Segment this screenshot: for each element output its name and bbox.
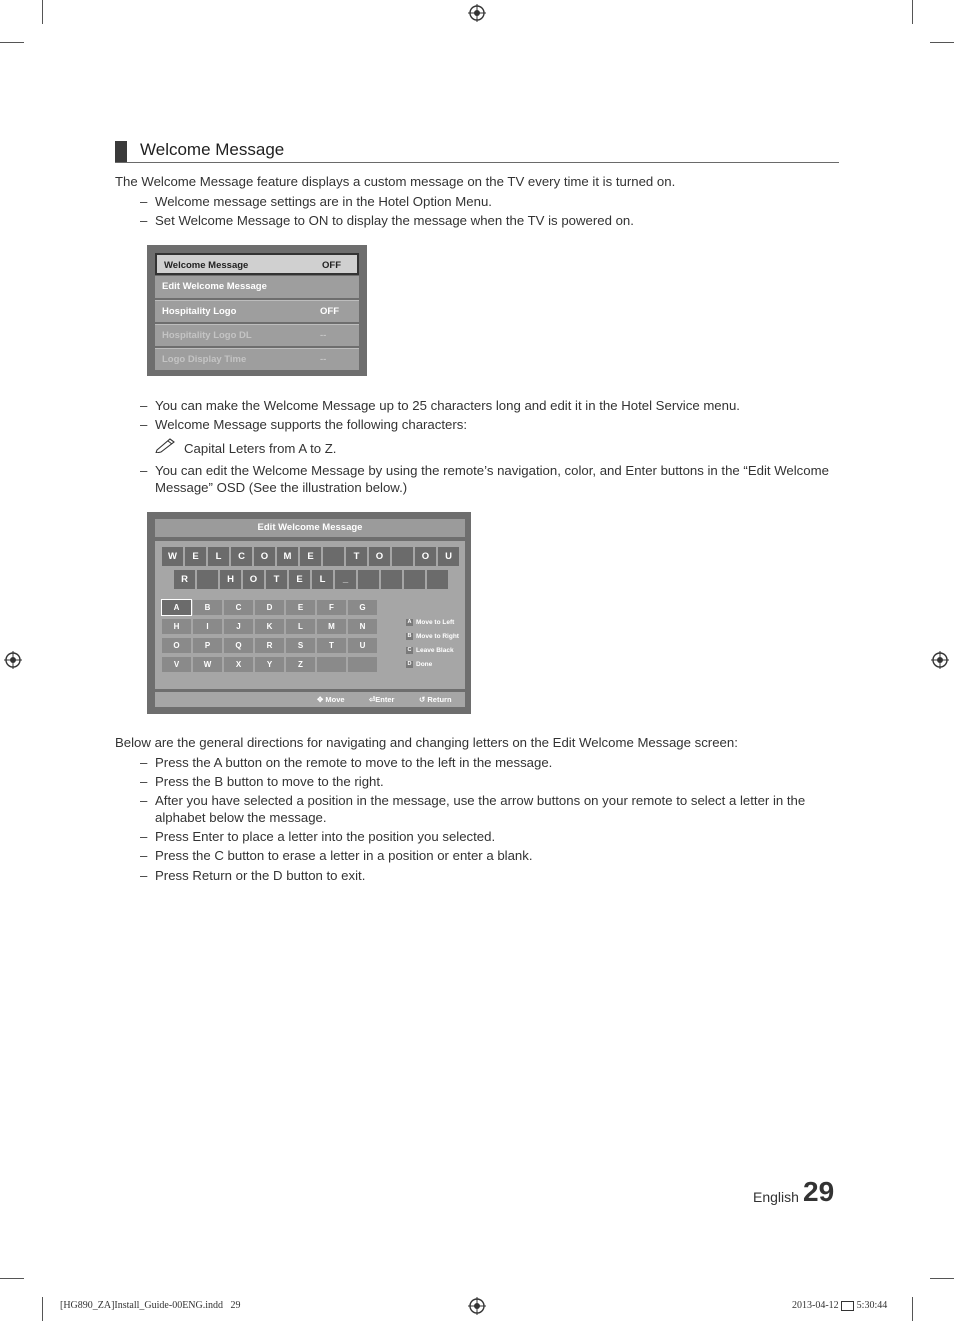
message-slot[interactable]: L: [208, 547, 229, 566]
letter-key-z[interactable]: Z: [286, 657, 315, 672]
crop-mark: [0, 1278, 24, 1279]
crop-mark: [42, 1297, 43, 1321]
crop-mark: [912, 0, 913, 24]
section-title: Welcome Message: [140, 140, 285, 159]
letter-key-r[interactable]: R: [255, 638, 284, 653]
pencil-note-icon: [155, 437, 177, 453]
letter-key-v[interactable]: V: [162, 657, 191, 672]
letter-key-blank[interactable]: [317, 657, 346, 672]
message-slot[interactable]: O: [254, 547, 275, 566]
letter-key-blank[interactable]: [348, 657, 377, 672]
letter-key-g[interactable]: G: [348, 600, 377, 615]
message-slot[interactable]: W: [162, 547, 183, 566]
message-slot[interactable]: _: [335, 570, 356, 589]
letter-key-f[interactable]: F: [317, 600, 346, 615]
move-hint: ✥ Move: [317, 695, 345, 704]
legend-move-right: B Move to Right: [407, 632, 459, 640]
file-info: [HG890_ZA]Install_Guide-00ENG.indd 29: [60, 1300, 241, 1311]
letter-key-t[interactable]: T: [317, 638, 346, 653]
page-number: 29: [803, 1176, 835, 1207]
intro-paragraph: The Welcome Message feature displays a custom message on the TV every time it is turned on.: [115, 174, 676, 189]
directions-intro: Below are the general directions for navigating and changing letters on the Edit Welcome Message screen:: [115, 735, 738, 750]
message-slot[interactable]: [358, 570, 379, 589]
message-slot[interactable]: O: [369, 547, 390, 566]
enter-icon: ⏎: [369, 695, 376, 704]
message-slot[interactable]: E: [185, 547, 206, 566]
language-label: English: [753, 1189, 799, 1205]
message-slot[interactable]: [381, 570, 402, 589]
enter-hint: ⏎Enter: [369, 695, 395, 704]
letter-key-x[interactable]: X: [224, 657, 253, 672]
letter-key-s[interactable]: S: [286, 638, 315, 653]
letter-key-y[interactable]: Y: [255, 657, 284, 672]
osd-body: [155, 541, 465, 689]
message-slot[interactable]: O: [243, 570, 264, 589]
letter-key-k[interactable]: K: [255, 619, 284, 634]
menu-item-welcome-message[interactable]: Welcome Message OFF: [155, 253, 359, 275]
menu-item-edit-welcome-message[interactable]: Edit Welcome Message: [155, 276, 359, 298]
hotel-option-menu: [147, 245, 367, 376]
registration-mark-icon: [931, 651, 949, 669]
letter-key-c[interactable]: C: [224, 600, 253, 615]
letter-key-q[interactable]: Q: [224, 638, 253, 653]
letter-key-e[interactable]: E: [286, 600, 315, 615]
letter-key-b[interactable]: B: [193, 600, 222, 615]
message-slot[interactable]: U: [438, 547, 459, 566]
message-slot[interactable]: O: [415, 547, 436, 566]
message-slot[interactable]: [392, 547, 413, 566]
message-slot[interactable]: C: [231, 547, 252, 566]
registration-mark-icon: [468, 4, 486, 22]
message-slot[interactable]: T: [266, 570, 287, 589]
menu-item-logo-display-time: Logo Display Time --: [155, 348, 359, 370]
menu-item-hospitality-logo-dl: Hospitality Logo DL --: [155, 324, 359, 346]
clock-icon: [841, 1301, 854, 1311]
message-slot[interactable]: H: [220, 570, 241, 589]
section-rule: [115, 162, 839, 163]
section-marker: [115, 141, 127, 162]
message-slot[interactable]: E: [300, 547, 321, 566]
crop-mark: [912, 1297, 913, 1321]
letter-key-i[interactable]: I: [193, 619, 222, 634]
letter-key-n[interactable]: N: [348, 619, 377, 634]
crop-mark: [0, 42, 24, 43]
legend-leave-blank: C Leave Black: [407, 646, 454, 654]
letter-key-o[interactable]: O: [162, 638, 191, 653]
message-slot[interactable]: L: [312, 570, 333, 589]
message-slot[interactable]: T: [346, 547, 367, 566]
message-slot[interactable]: E: [289, 570, 310, 589]
message-slot[interactable]: [427, 570, 448, 589]
letter-key-w[interactable]: W: [193, 657, 222, 672]
message-slot[interactable]: [323, 547, 344, 566]
return-hint: ↺ Return: [419, 695, 452, 704]
crop-mark: [930, 1278, 954, 1279]
letter-key-h[interactable]: H: [162, 619, 191, 634]
osd-footer: [155, 692, 465, 707]
registration-mark-icon: [468, 1297, 486, 1315]
letter-key-p[interactable]: P: [193, 638, 222, 653]
menu-item-hospitality-logo[interactable]: Hospitality Logo OFF: [155, 300, 359, 322]
letter-key-j[interactable]: J: [224, 619, 253, 634]
crop-mark: [930, 42, 954, 43]
letter-key-m[interactable]: M: [317, 619, 346, 634]
osd-title: Edit Welcome Message: [155, 519, 465, 537]
print-date: 2013-04-12 5:30:44: [792, 1300, 888, 1311]
move-arrows-icon: ✥: [317, 695, 324, 704]
message-slot[interactable]: [197, 570, 218, 589]
message-slot[interactable]: M: [277, 547, 298, 566]
note-text: Capital Leters from A to Z.: [184, 441, 337, 456]
registration-mark-icon: [4, 651, 22, 669]
message-slot[interactable]: R: [174, 570, 195, 589]
letter-key-d[interactable]: D: [255, 600, 284, 615]
edit-welcome-message-osd: [147, 512, 471, 714]
letter-key-a[interactable]: A: [162, 600, 191, 615]
return-icon: ↺: [419, 695, 426, 704]
legend-move-left: A Move to Left: [407, 618, 455, 626]
letter-key-u[interactable]: U: [348, 638, 377, 653]
legend-done: D Done: [407, 660, 433, 668]
message-slot[interactable]: [404, 570, 425, 589]
letter-key-l[interactable]: L: [286, 619, 315, 634]
crop-mark: [42, 0, 43, 24]
